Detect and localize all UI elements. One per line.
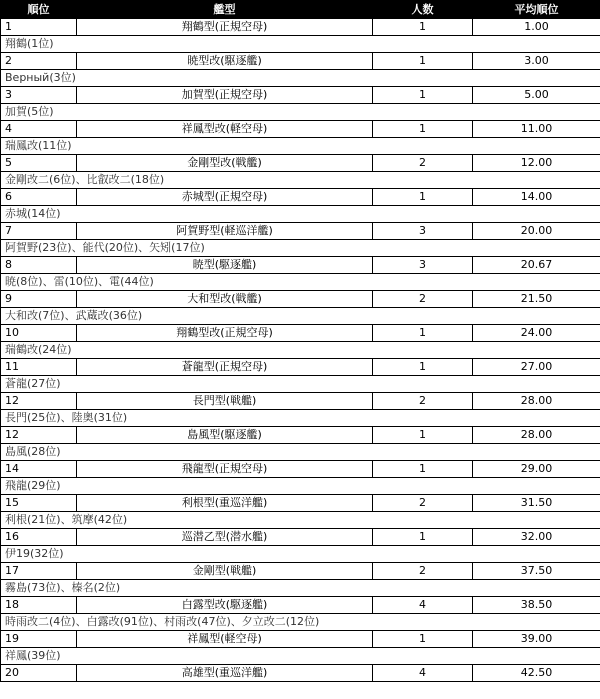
member-row	[1, 308, 600, 325]
rank-cell: 1	[1, 19, 77, 36]
rank-cell: 6	[1, 189, 77, 206]
ship-class-cell: 翔鶴型改(正規空母)	[77, 325, 373, 342]
member-row	[1, 580, 600, 597]
rank-cell: 12	[1, 427, 77, 444]
rank-cell: 18	[1, 597, 77, 614]
member-list: 島風(28位)	[1, 444, 600, 461]
rank-cell: 17	[1, 563, 77, 580]
avg-rank-cell: 37.50	[473, 563, 600, 580]
member-row	[1, 172, 600, 189]
table-row	[1, 223, 600, 240]
member-row	[1, 614, 600, 631]
avg-rank-cell: 27.00	[473, 359, 600, 376]
count-cell: 1	[373, 631, 473, 648]
count-cell: 4	[373, 597, 473, 614]
ship-class-cell: 大和型改(戦艦)	[77, 291, 373, 308]
member-list: 伊19(32位)	[1, 546, 600, 563]
header-rank: 順位	[1, 1, 77, 19]
member-row	[1, 342, 600, 359]
header-row	[1, 1, 600, 19]
rank-cell: 11	[1, 359, 77, 376]
count-cell: 2	[373, 563, 473, 580]
header-count: 人数	[373, 1, 473, 19]
member-list: 時雨改二(4位)、白露改(91位)、村雨改(47位)、夕立改二(12位)	[1, 614, 600, 631]
avg-rank-cell: 11.00	[473, 121, 600, 138]
member-list: 大和改(7位)、武蔵改(36位)	[1, 308, 600, 325]
avg-rank-cell: 20.67	[473, 257, 600, 274]
member-row	[1, 240, 600, 257]
header-ship-class: 艦型	[77, 1, 373, 19]
ship-class-cell: 利根型(重巡洋艦)	[77, 495, 373, 512]
member-list: 翔鶴(1位)	[1, 36, 600, 53]
member-list: 長門(25位)、陸奥(31位)	[1, 410, 600, 427]
table-row	[1, 359, 600, 376]
rank-cell: 14	[1, 461, 77, 478]
rank-cell: 19	[1, 631, 77, 648]
ship-class-cell: 巡潜乙型(潜水艦)	[77, 529, 373, 546]
ship-class-cell: 金剛型改(戦艦)	[77, 155, 373, 172]
table-row	[1, 189, 600, 206]
rank-cell: 10	[1, 325, 77, 342]
member-row	[1, 444, 600, 461]
count-cell: 3	[373, 223, 473, 240]
ship-class-cell: 暁型(駆逐艦)	[77, 257, 373, 274]
rank-cell: 16	[1, 529, 77, 546]
member-row	[1, 376, 600, 393]
member-list: 加賀(5位)	[1, 104, 600, 121]
avg-rank-cell: 14.00	[473, 189, 600, 206]
member-list: 赤城(14位)	[1, 206, 600, 223]
avg-rank-cell: 32.00	[473, 529, 600, 546]
member-row	[1, 512, 600, 529]
count-cell: 1	[373, 461, 473, 478]
table-row	[1, 257, 600, 274]
table-row	[1, 529, 600, 546]
avg-rank-cell: 3.00	[473, 53, 600, 70]
member-list: 暁(8位)、雷(10位)、電(44位)	[1, 274, 600, 291]
rank-cell: 4	[1, 121, 77, 138]
table-row	[1, 597, 600, 614]
count-cell: 2	[373, 393, 473, 410]
ship-class-cell: 金剛型(戦艦)	[77, 563, 373, 580]
avg-rank-cell: 5.00	[473, 87, 600, 104]
avg-rank-cell: 29.00	[473, 461, 600, 478]
count-cell: 2	[373, 155, 473, 172]
ship-class-cell: 飛龍型(正規空母)	[77, 461, 373, 478]
member-list: 瑞鶴改(24位)	[1, 342, 600, 359]
member-list: 祥鳳(39位)	[1, 648, 600, 665]
avg-rank-cell: 39.00	[473, 631, 600, 648]
count-cell: 1	[373, 53, 473, 70]
member-list: 蒼龍(27位)	[1, 376, 600, 393]
rank-cell: 12	[1, 393, 77, 410]
ship-class-cell: 蒼龍型(正規空母)	[77, 359, 373, 376]
count-cell: 1	[373, 19, 473, 36]
rank-cell: 20	[1, 665, 77, 682]
table-row	[1, 393, 600, 410]
ship-class-cell: 赤城型(正規空母)	[77, 189, 373, 206]
member-list: 利根(21位)、筑摩(42位)	[1, 512, 600, 529]
member-row	[1, 274, 600, 291]
avg-rank-cell: 1.00	[473, 19, 600, 36]
table-row	[1, 495, 600, 512]
count-cell: 1	[373, 121, 473, 138]
avg-rank-cell: 21.50	[473, 291, 600, 308]
avg-rank-cell: 31.50	[473, 495, 600, 512]
rank-cell: 5	[1, 155, 77, 172]
ship-class-cell: 加賀型(正規空母)	[77, 87, 373, 104]
ship-class-cell: 高雄型(重巡洋艦)	[77, 665, 373, 682]
member-row	[1, 206, 600, 223]
table-row	[1, 325, 600, 342]
ship-class-cell: 祥鳳型(軽空母)	[77, 631, 373, 648]
avg-rank-cell: 20.00	[473, 223, 600, 240]
member-row	[1, 104, 600, 121]
count-cell: 2	[373, 495, 473, 512]
count-cell: 3	[373, 257, 473, 274]
table-row	[1, 19, 600, 36]
avg-rank-cell: 24.00	[473, 325, 600, 342]
count-cell: 1	[373, 427, 473, 444]
count-cell: 2	[373, 291, 473, 308]
table-row	[1, 427, 600, 444]
table-row	[1, 461, 600, 478]
member-row	[1, 36, 600, 53]
ship-class-cell: 祥鳳型改(軽空母)	[77, 121, 373, 138]
ship-class-cell: 長門型(戦艦)	[77, 393, 373, 410]
member-list: 飛龍(29位)	[1, 478, 600, 495]
member-row	[1, 648, 600, 665]
count-cell: 1	[373, 325, 473, 342]
table-row	[1, 155, 600, 172]
member-list: 瑞鳳改(11位)	[1, 138, 600, 155]
table-row	[1, 631, 600, 648]
ship-class-cell: 翔鶴型(正規空母)	[77, 19, 373, 36]
count-cell: 1	[373, 359, 473, 376]
table-row	[1, 563, 600, 580]
avg-rank-cell: 38.50	[473, 597, 600, 614]
member-row	[1, 410, 600, 427]
ship-class-cell: 白露型改(駆逐艦)	[77, 597, 373, 614]
rank-cell: 9	[1, 291, 77, 308]
avg-rank-cell: 28.00	[473, 427, 600, 444]
member-list: Верный(3位)	[1, 70, 600, 87]
table-row	[1, 665, 600, 682]
rank-cell: 2	[1, 53, 77, 70]
member-row	[1, 138, 600, 155]
avg-rank-cell: 12.00	[473, 155, 600, 172]
rank-cell: 8	[1, 257, 77, 274]
member-row	[1, 478, 600, 495]
member-row	[1, 546, 600, 563]
rank-cell: 15	[1, 495, 77, 512]
ranking-body	[1, 19, 600, 682]
table-row	[1, 53, 600, 70]
count-cell: 1	[373, 189, 473, 206]
count-cell: 1	[373, 529, 473, 546]
count-cell: 4	[373, 665, 473, 682]
ship-class-cell: 島風型(駆逐艦)	[77, 427, 373, 444]
ship-class-cell: 阿賀野型(軽巡洋艦)	[77, 223, 373, 240]
member-list: 霧島(73位)、榛名(2位)	[1, 580, 600, 597]
member-list: 金剛改二(6位)、比叡改二(18位)	[1, 172, 600, 189]
table-row	[1, 87, 600, 104]
avg-rank-cell: 42.50	[473, 665, 600, 682]
member-list: 阿賀野(23位)、能代(20位)、矢矧(17位)	[1, 240, 600, 257]
rank-cell: 7	[1, 223, 77, 240]
header-avg-rank: 平均順位	[473, 1, 600, 19]
rank-cell: 3	[1, 87, 77, 104]
avg-rank-cell: 28.00	[473, 393, 600, 410]
table-row	[1, 121, 600, 138]
ship-class-cell: 暁型改(駆逐艦)	[77, 53, 373, 70]
table-row	[1, 291, 600, 308]
count-cell: 1	[373, 87, 473, 104]
member-row	[1, 70, 600, 87]
